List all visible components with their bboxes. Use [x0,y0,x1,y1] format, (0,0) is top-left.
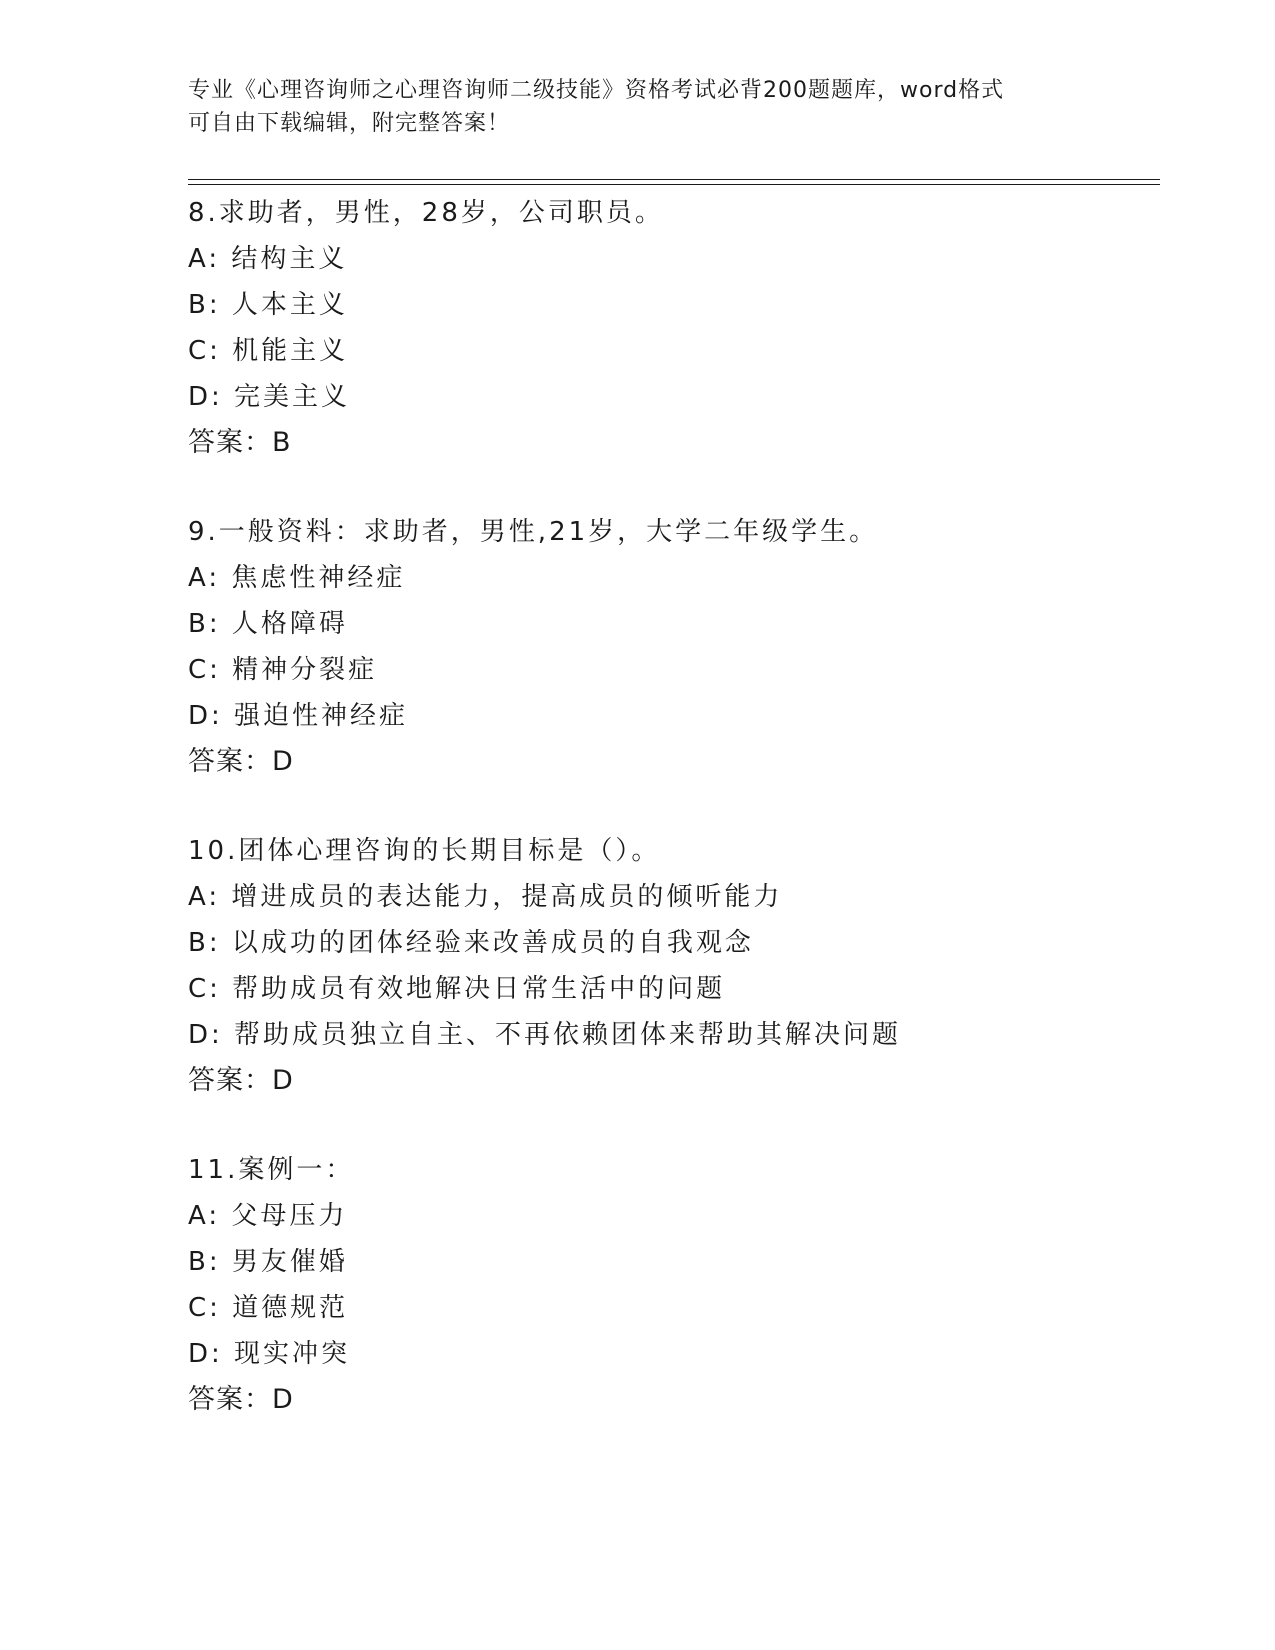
option-b: B: 以成功的团体经验来改善成员的自我观念 [188,928,754,958]
question-item [188,1147,1168,1423]
question-item [188,509,1168,785]
answer-line: 答案：D [188,1384,294,1415]
option-d: D: 现实冲突 [188,1339,351,1369]
option-a: A: 焦虑性神经症 [188,563,406,593]
question-stem: 8.求助者，男性，28岁，公司职员。 [188,198,664,228]
option-d: D: 强迫性神经症 [188,701,409,731]
document-header [188,74,1088,140]
question-stem: 10.团体心理咨询的长期目标是（）。 [188,836,661,866]
option-a: A: 父母压力 [188,1201,348,1231]
option-c: C: 帮助成员有效地解决日常生活中的问题 [188,974,726,1004]
answer-line: 答案：B [188,427,292,458]
question-item [188,828,1168,1104]
header-line-1: 专业《心理咨询师之心理咨询师二级技能》资格考试必背200题题库，word格式 [188,78,1005,103]
option-d: D: 完美主义 [188,382,351,412]
option-b: B: 人本主义 [188,290,348,320]
option-b: B: 男友催婚 [188,1247,348,1277]
question-list [188,190,1168,1466]
option-c: C: 精神分裂症 [188,655,378,685]
header-divider-top [188,179,1160,180]
option-c: C: 道德规范 [188,1293,349,1323]
option-a: A: 增进成员的表达能力，提高成员的倾听能力 [188,882,783,912]
option-b: B: 人格障碍 [188,609,348,639]
answer-line: 答案：D [188,746,294,777]
header-line-2: 可自由下载编辑，附完整答案！ [188,111,511,136]
answer-line: 答案：D [188,1065,294,1096]
option-a: A: 结构主义 [188,244,348,274]
question-item [188,190,1168,466]
option-d: D: 帮助成员独立自主、不再依赖团体来帮助其解决问题 [188,1020,902,1050]
question-stem: 11.案例一： [188,1155,355,1185]
question-stem: 9.一般资料：求助者，男性,21岁，大学二年级学生。 [188,517,879,547]
option-c: C: 机能主义 [188,336,349,366]
header-divider-bottom [188,184,1160,185]
